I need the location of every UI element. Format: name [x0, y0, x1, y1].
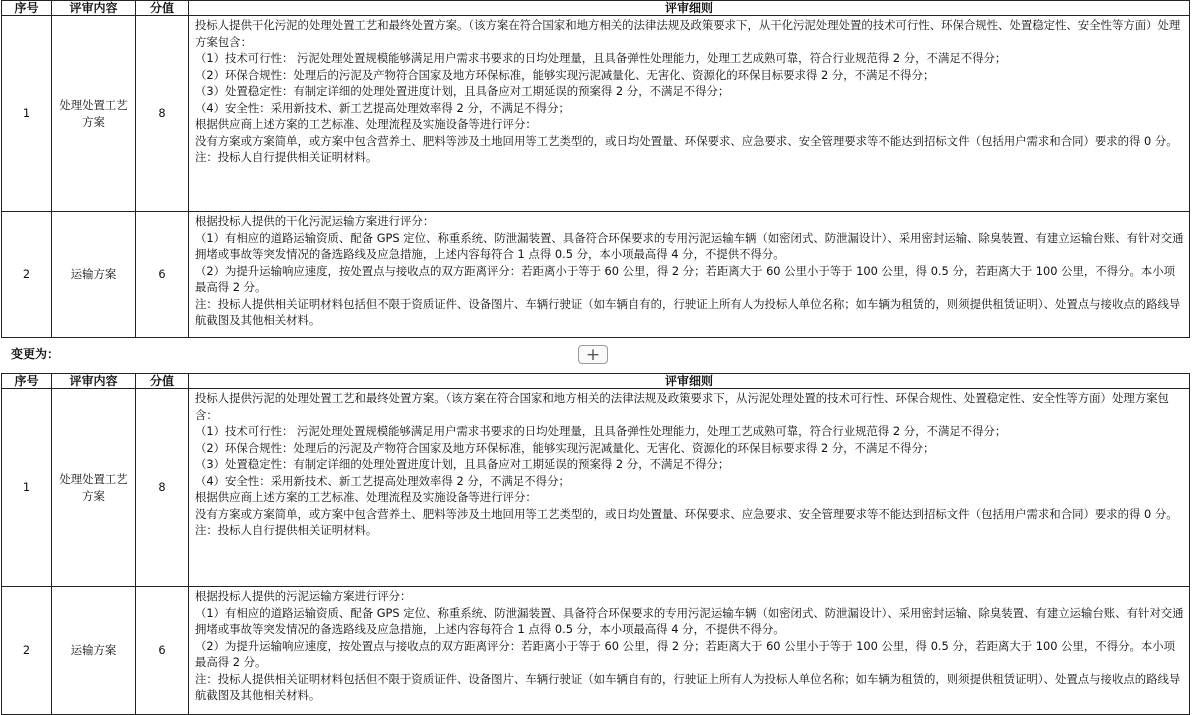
detail-line: 投标人提供污泥的处理处置工艺和最终处置方案。（该方案在符合国家和地方相关的法律法规及政策要求下，从污泥处理处置的技术可行性、环保合规性、处置稳定性、安全性等方面）处理方案包含： [195, 391, 1169, 422]
row-detail [189, 212, 1190, 338]
plus-icon[interactable]: + [578, 345, 608, 364]
row-no: 1 [2, 389, 52, 587]
row-score: 8 [136, 16, 189, 212]
detail-line: 根据投标人提供的污泥运输方案进行评分： [195, 589, 412, 603]
row-score: 6 [136, 212, 189, 338]
detail-line: 根据投标人提供的干化污泥运输方案进行评分： [195, 214, 435, 228]
detail-line: （4）安全性：采用新技术、新工艺提高处理效率得 2 分，不满足不得分； [195, 100, 570, 115]
changed-to-label: 变更为： [11, 347, 60, 361]
row-detail [189, 389, 1190, 587]
row-no: 2 [2, 212, 52, 338]
detail-line: （3）处置稳定性：有制定详细的处理处置进度计划，且具备应对工期延误的预案得 2 分，不满足不得分； [195, 84, 730, 98]
detail-line: （2）环保合规性：处理后的污泥及产物符合国家及地方环保标准，能够实现污泥减量化、无害化、资源化的环保目标要求得 2 分，不满足不得分； [195, 440, 935, 455]
header-item: 评审内容 [52, 1, 136, 16]
row-item: 运输方案 [52, 212, 136, 338]
detail-line: （2）为提升运输响应速度，按处置点与接收点的双方距离评分：若距离小于等于 60 公里，得 2 分；若距离大于 60 公里小于等于 100 公里，得 0.5 分，若距离大于 100 公里，不得分。本小项最高得 2 分。 [195, 638, 1176, 669]
detail-line: 没有方案或方案简单，或方案中包含营养土、肥料等涉及土地回用等工艺类型的，或日均处置量、环保要求、应急要求、安全管理要求等不能达到招标文件（包括用户需求和合同）要求的得 0 分。 [195, 133, 1178, 148]
detail-line: 投标人提供干化污泥的处理处置工艺和最终处置方案。（该方案在符合国家和地方相关的法律法规及政策要求下，从干化污泥处理处置的技术可行性、环保合规性、处置稳定性、安全性等方面）处理方案包含： [195, 18, 1181, 49]
header-score: 分值 [136, 1, 189, 16]
header-score: 分值 [136, 374, 189, 389]
header-no: 序号 [2, 374, 52, 389]
detail-line: （1）有相应的道路运输资质、配备 GPS 定位、称重系统、防泄漏装置、具备符合环保要求的专用污泥运输车辆（如密闭式、防泄漏设计）、采用密封运输、除臭装置、有建立运输台账、有针对交通拥堵或事故等突发情况的备选路线及应急措施，上述内容每符合 1 点得 0.5 分，本小项最高得 4 分，不提供不得分。 [195, 230, 1184, 261]
detail-line: 注：投标人自行提供相关证明材料。 [195, 523, 378, 537]
revised-criteria-table [1, 373, 1190, 715]
detail-line: 根据供应商上述方案的工艺标准、处理流程及实施设备等进行评分： [195, 490, 537, 504]
detail-line: （2）为提升运输响应速度，按处置点与接收点的双方距离评分：若距离小于等于 60 公里，得 2 分；若距离大于 60 公里小于等于 100 公里，得 0.5 分，若距离大于 100 公里，不得分。本小项最高得 2 分。 [195, 263, 1176, 294]
row-item: 处理处置工艺方案 [52, 389, 136, 587]
row-no: 2 [2, 587, 52, 715]
detail-line: 注：投标人自行提供相关证明材料。 [195, 150, 378, 164]
detail-line: （4）安全性：采用新技术、新工艺提高处理效率得 2 分，不满足不得分； [195, 473, 570, 488]
row-score: 6 [136, 587, 189, 715]
detail-line: 注：投标人提供相关证明材料包括但不限于资质证件、设备图片、车辆行驶证（如车辆自有的，行驶证上所有人为投标人单位名称；如车辆为租赁的，则须提供租赁证明）、处置点与接收点的路线导航截图及其他相关材料。 [195, 296, 1181, 327]
row-item: 处理处置工艺方案 [52, 16, 136, 212]
table-row [2, 16, 1190, 212]
header-item: 评审内容 [52, 374, 136, 389]
detail-line: 注：投标人提供相关证明材料包括但不限于资质证件、设备图片、车辆行驶证（如车辆自有的，行驶证上所有人为投标人单位名称；如车辆为租赁的，则须提供租赁证明）、处置点与接收点的路线导航截图及其他相关材料。 [195, 671, 1181, 702]
detail-line: （1）技术可行性： 污泥处理处置规模能够满足用户需求书要求的日均处理量，且具备弹性处理能力，处理工艺成熟可靠，符合行业规范得 2 分，不满足不得分； [195, 51, 1007, 65]
header-detail: 评审细则 [189, 374, 1190, 389]
detail-line: （3）处置稳定性：有制定详细的处理处置进度计划，且具备应对工期延误的预案得 2 分，不满足不得分； [195, 457, 730, 471]
row-detail [189, 16, 1190, 212]
header-no: 序号 [2, 1, 52, 16]
original-criteria-table [1, 0, 1190, 338]
detail-line: （1）技术可行性： 污泥处理处置规模能够满足用户需求书要求的日均处理量，且具备弹性处理能力，处理工艺成熟可靠，符合行业规范得 2 分，不满足不得分； [195, 424, 1007, 438]
table-header-row [2, 374, 1190, 389]
row-no: 1 [2, 16, 52, 212]
detail-line: 没有方案或方案简单，或方案中包含营养土、肥料等涉及土地回用等工艺类型的，或日均处置量、环保要求、应急要求、安全管理要求等不能达到招标文件（包括用户需求和合同）要求的得 0 分。 [195, 506, 1178, 521]
row-detail [189, 587, 1190, 715]
table-row [2, 212, 1190, 338]
header-detail: 评审细则 [189, 1, 1190, 16]
detail-line: （1）有相应的道路运输资质、配备 GPS 定位、称重系统、防泄漏装置、具备符合环保要求的专用污泥运输车辆（如密闭式、防泄漏设计）、采用密封运输、除臭装置、有建立运输台账、有针对交通拥堵或事故等突发情况的备选路线及应急措施，上述内容每符合 1 点得 0.5 分，本小项最高得 4 分，不提供不得分。 [195, 605, 1184, 636]
table-row [2, 389, 1190, 587]
table-row [2, 587, 1190, 715]
row-item: 运输方案 [52, 587, 136, 715]
row-score: 8 [136, 389, 189, 587]
detail-line: （2）环保合规性：处理后的污泥及产物符合国家及地方环保标准，能够实现污泥减量化、无害化、资源化的环保目标要求得 2 分，不满足不得分； [195, 67, 935, 82]
table-header-row [2, 1, 1190, 16]
detail-line: 根据供应商上述方案的工艺标准、处理流程及实施设备等进行评分： [195, 117, 537, 131]
